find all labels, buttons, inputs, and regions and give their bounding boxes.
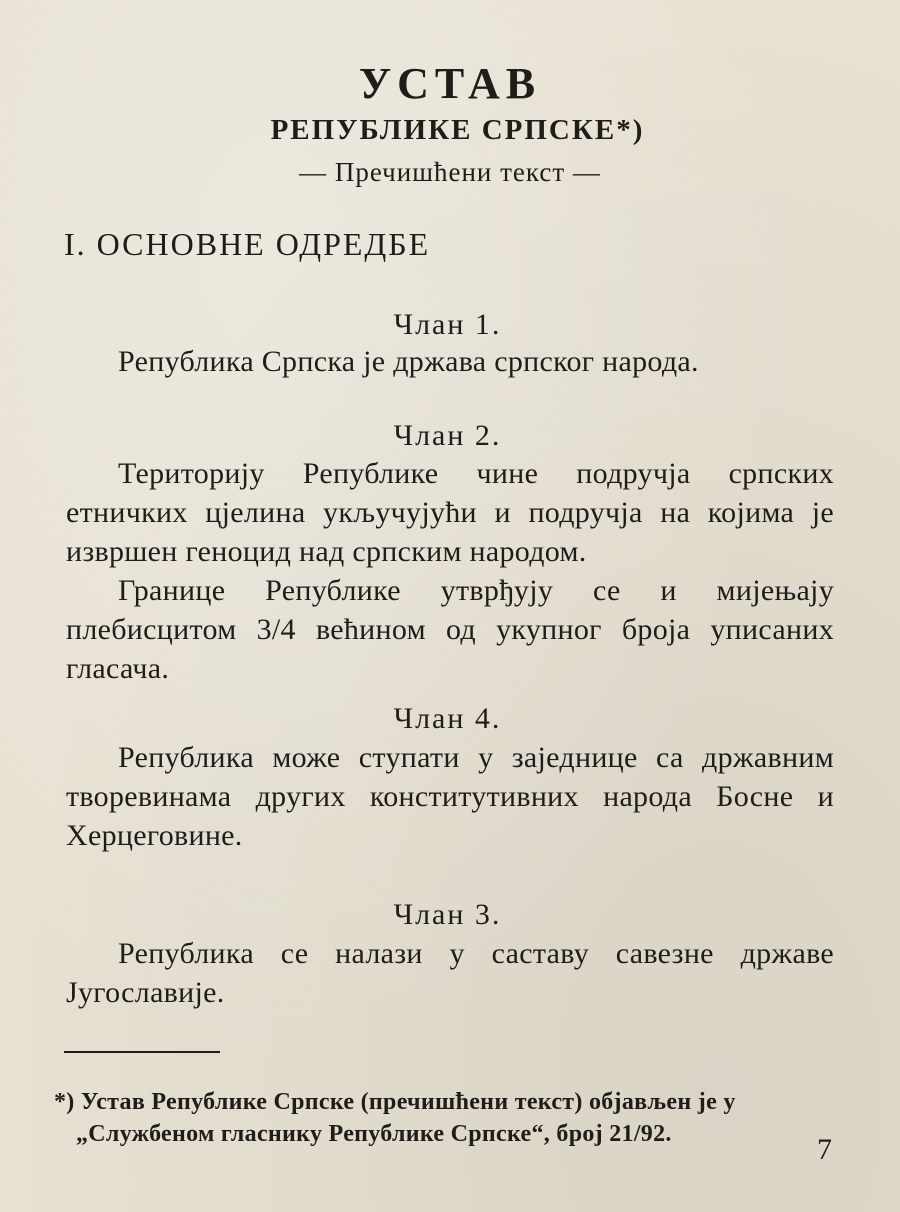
article-heading: Члан 3. (393, 898, 502, 931)
document-title: УСТАВ (358, 59, 542, 108)
article-heading: Члан 1. (393, 308, 502, 341)
document-subtitle: РЕПУБЛИКЕ СРПСКЕ*) (270, 114, 645, 146)
article-paragraph: Територију Републике чине подручја српских етничких цјелина укључујући и подручја на којима је извршен геноцид над српским народом. (66, 457, 834, 568)
article-heading: Члан 4. (393, 702, 502, 735)
page-number: 7 (817, 1133, 832, 1166)
article-paragraph: Република може ступати у заједнице са државним творевинама других конститутивних народа Босне и Херцеговине. (66, 741, 834, 852)
article-paragraph: Република се налази у саставу савезне државе Југославије. (66, 937, 834, 1009)
section-heading: I. ОСНОВНЕ ОДРЕДБЕ (64, 226, 431, 262)
footnote-divider (64, 1051, 220, 1053)
document-subtitle-note: — Пречишћени текст — (299, 157, 601, 187)
article-paragraph: Република Српска је држава српског народа. (118, 345, 699, 378)
footnote-line-1: *) Устав Републике Српске (пречишћени текст) објављен је у (54, 1089, 736, 1115)
footnote-line-2: „Службеном гласнику Републике Српске“, број 21/92. (76, 1121, 672, 1147)
footnote (54, 1086, 844, 1150)
article-paragraph: Границе Републике утврђују се и мијењају плебисцитом 3/4 већином од укупног броја уписаних гласача. (66, 574, 834, 685)
article-heading: Члан 2. (393, 419, 502, 452)
